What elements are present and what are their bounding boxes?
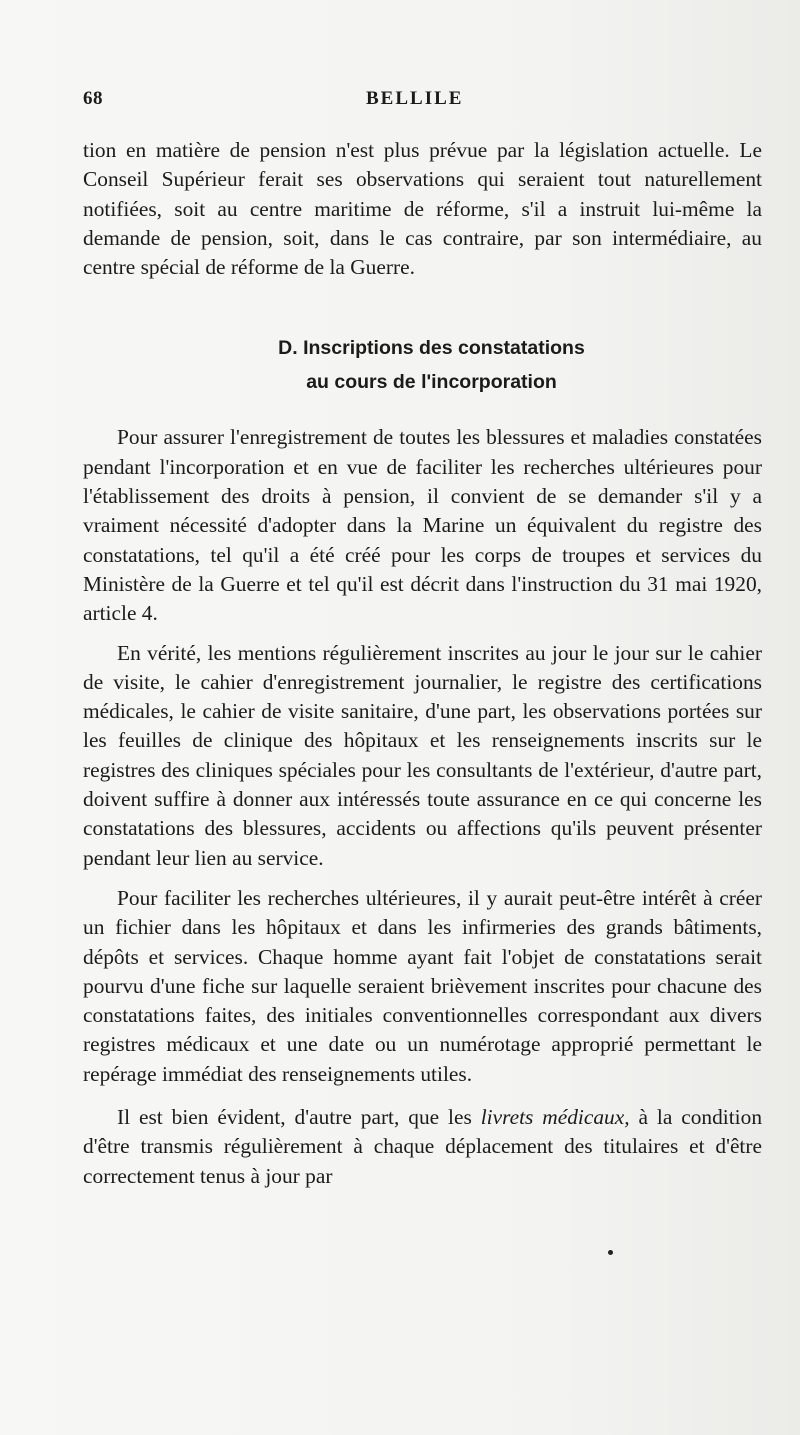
livrets-medicaux-italic: livrets médicaux, — [480, 1105, 630, 1130]
section-heading-line-2: au cours de l'incorporation — [306, 371, 557, 394]
page-header — [83, 88, 762, 124]
paragraph-mentions: En vérité, les mentions régulièrement inscrites au jour le jour sur le cahier de visite, le cahier d'enregistrement journalier, le registre des certifications médicales, le cahier de visite sanitaire, d'une part, les observations portées sur les feuilles de clinique des hôpitaux et les renseignements inscrits sur le registres des cliniques spéciales pour les consultants de l'extérieur, d'autre part, doivent suffire à donner aux intéressés toute assurance en ce qui concerne les constatations des blessures, accidents ou affections qu'ils peuvent présenter pendant leur lien au service. — [83, 640, 762, 870]
page-number: 68 — [83, 88, 103, 109]
section-heading-line-1: D. Inscriptions des constatations — [278, 337, 585, 360]
paragraph-livrets-start: Il est bien évident, d'autre part, que les — [117, 1105, 481, 1130]
paragraph-continuation: tion en matière de pension n'est plus prévue par la législation actuelle. Le Conseil Supérieur ferait ses observations qui seraient tout naturellement notifiées, soit au centre maritime de réforme, s'il a instruit lui-même la demande de pension, soit, dans le cas contraire, par son intermédiaire, au centre spécial de réforme de la Guerre. — [83, 138, 762, 280]
running-head: BELLILE — [366, 88, 464, 109]
paragraph-registre: Pour assurer l'enregistrement de toutes les blessures et maladies constatées pendant l'incorporation et en vue de faciliter les recherches ultérieures pour l'établissement des droits à pension, il convient de se demander s'il y a vraiment nécessité d'adopter dans la Marine un équivalent du registre des constatations, tel qu'il a été créé pour les corps de troupes et services du Ministère de la Guerre et tel qu'il est décrit dans l'instruction du 31 mai 1920, article 4. — [83, 425, 762, 626]
paragraph-livrets-end: à la condition d'être transmis régulièrement à chaque déplacement des titulaires et d'être correctement tenus à jour par — [83, 1105, 763, 1188]
paragraph-fichier: Pour faciliter les recherches ultérieures, il y aurait peut-être intérêt à créer un fichier dans les hôpitaux et dans les infirmeries des grands bâtiments, dépôts et services. Chaque homme ayant fait l'objet de constatations serait pourvu d'une fiche sur laquelle seraient brièvement inscrites pour chacune des constatations faites, des initiales conventionnelles correspondant aux divers registres médicaux et une date ou un numérotage approprié permettant le repérage immédiat des renseignements utiles. — [83, 885, 762, 1086]
paragraph-livrets — [83, 1103, 762, 1191]
section-heading — [83, 331, 762, 399]
ink-dot — [608, 1250, 613, 1255]
